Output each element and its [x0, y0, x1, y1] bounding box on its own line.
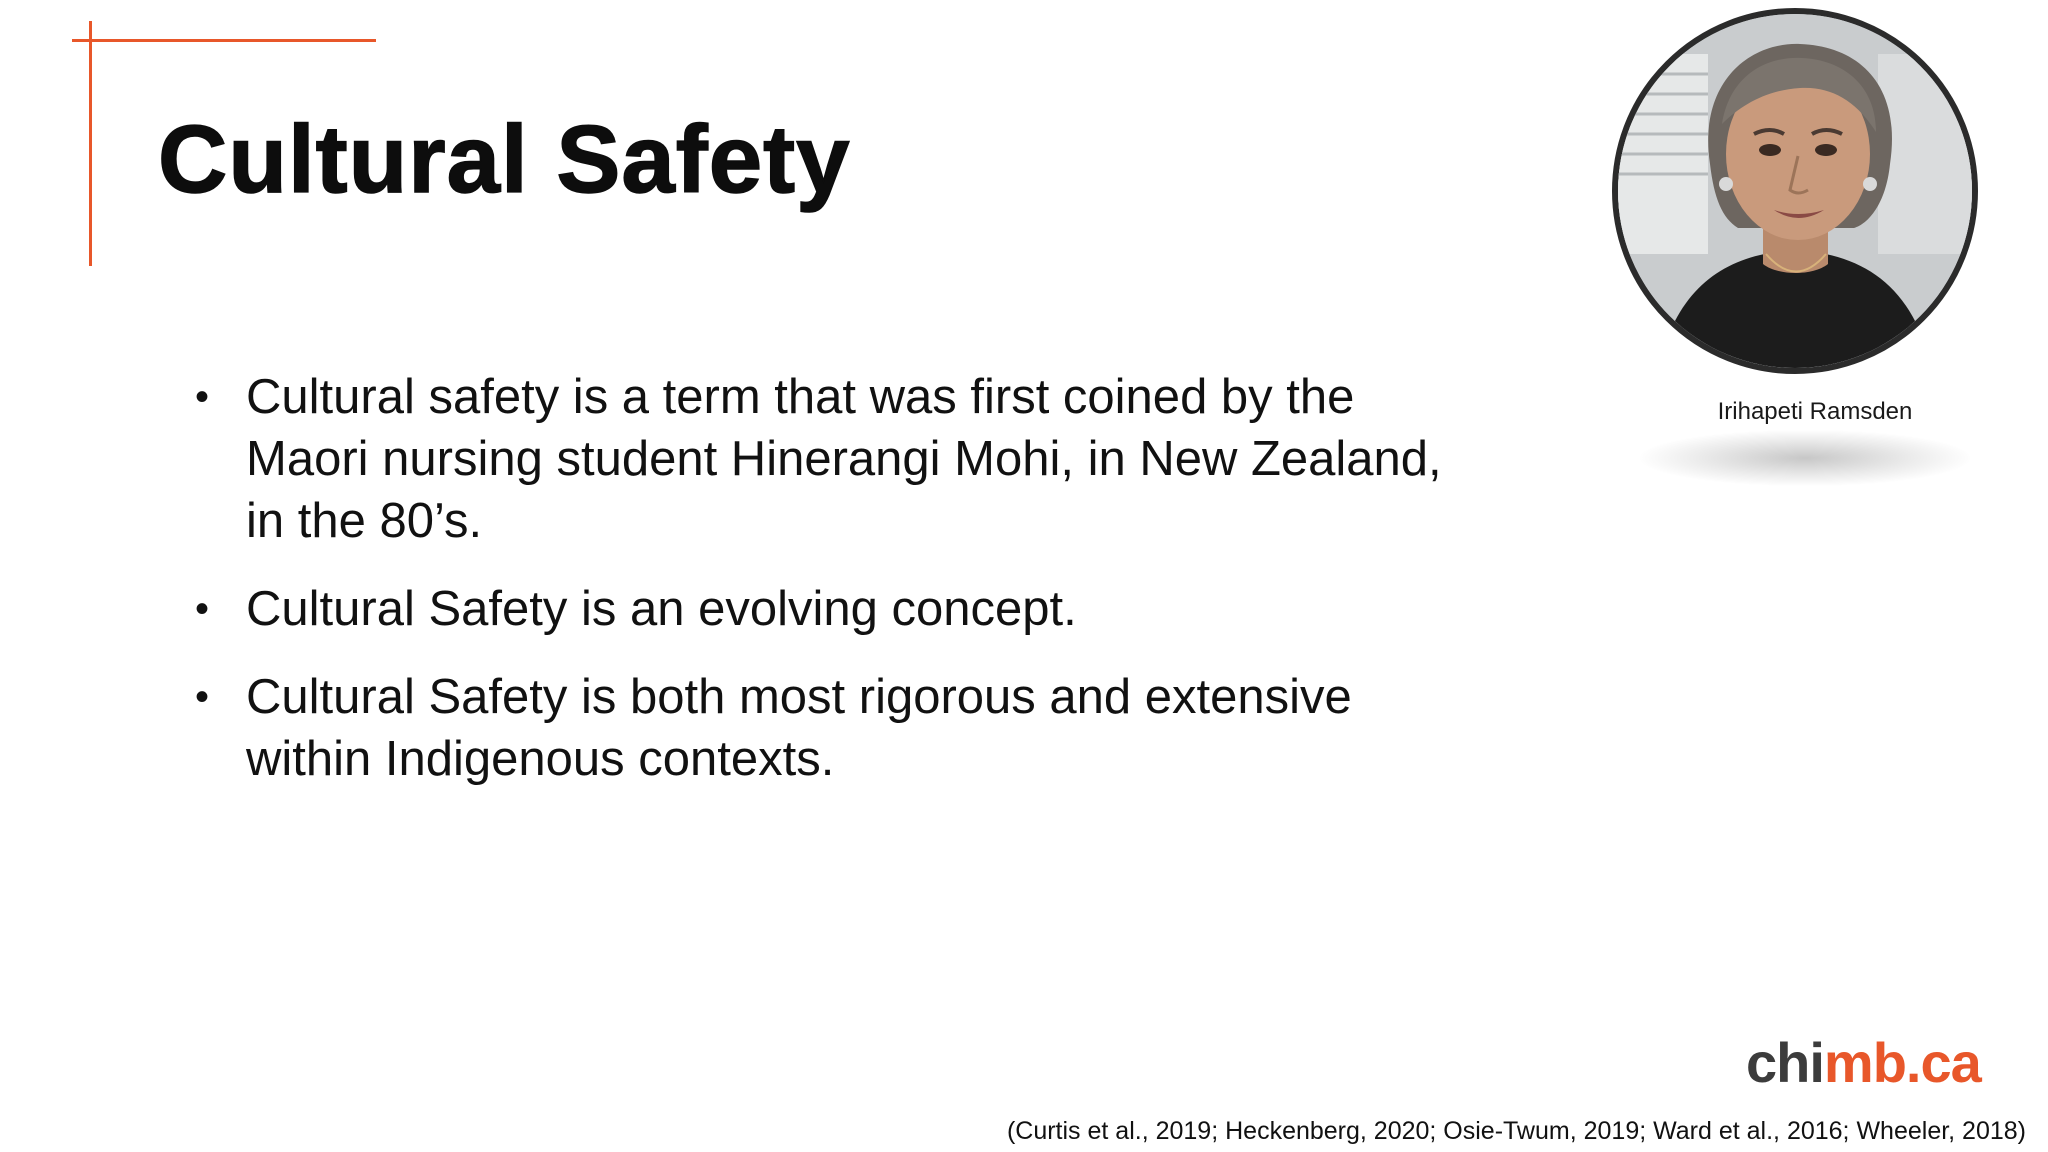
slide-title: Cultural Safety — [158, 106, 851, 213]
caption-shadow — [1640, 430, 1970, 486]
portrait-caption: Irihapeti Ramsden — [1717, 398, 1913, 425]
logo-part-2: mb.ca — [1823, 1031, 1981, 1094]
logo — [1746, 1030, 1981, 1095]
corner-line-horizontal — [72, 39, 376, 42]
bullet-icon: • — [195, 375, 210, 419]
portrait — [1612, 8, 1978, 374]
bullet-list — [190, 366, 1450, 816]
bullet-text: Cultural Safety is an evolving concept. — [246, 582, 1077, 636]
bullet-item — [190, 366, 1450, 552]
bullet-text: Cultural safety is a term that was first coined by the Maori nursing student Hinerangi Mohi, in New Zealand, in the 80’s. — [246, 370, 1442, 548]
citation: (Curtis et al., 2019; Heckenberg, 2020; Osie-Twum, 2019; Ward et al., 2016; Wheeler, 2018) — [1006, 1117, 2026, 1145]
bullet-icon: • — [195, 587, 210, 631]
bullet-item — [190, 578, 1450, 640]
bullet-item — [190, 666, 1450, 790]
corner-line-vertical — [89, 21, 92, 266]
logo-part-1: chi — [1746, 1031, 1824, 1094]
portrait-photo-icon — [1612, 8, 1978, 374]
bullet-icon: • — [195, 675, 210, 719]
bullet-text: Cultural Safety is both most rigorous and extensive within Indigenous contexts. — [246, 670, 1352, 786]
